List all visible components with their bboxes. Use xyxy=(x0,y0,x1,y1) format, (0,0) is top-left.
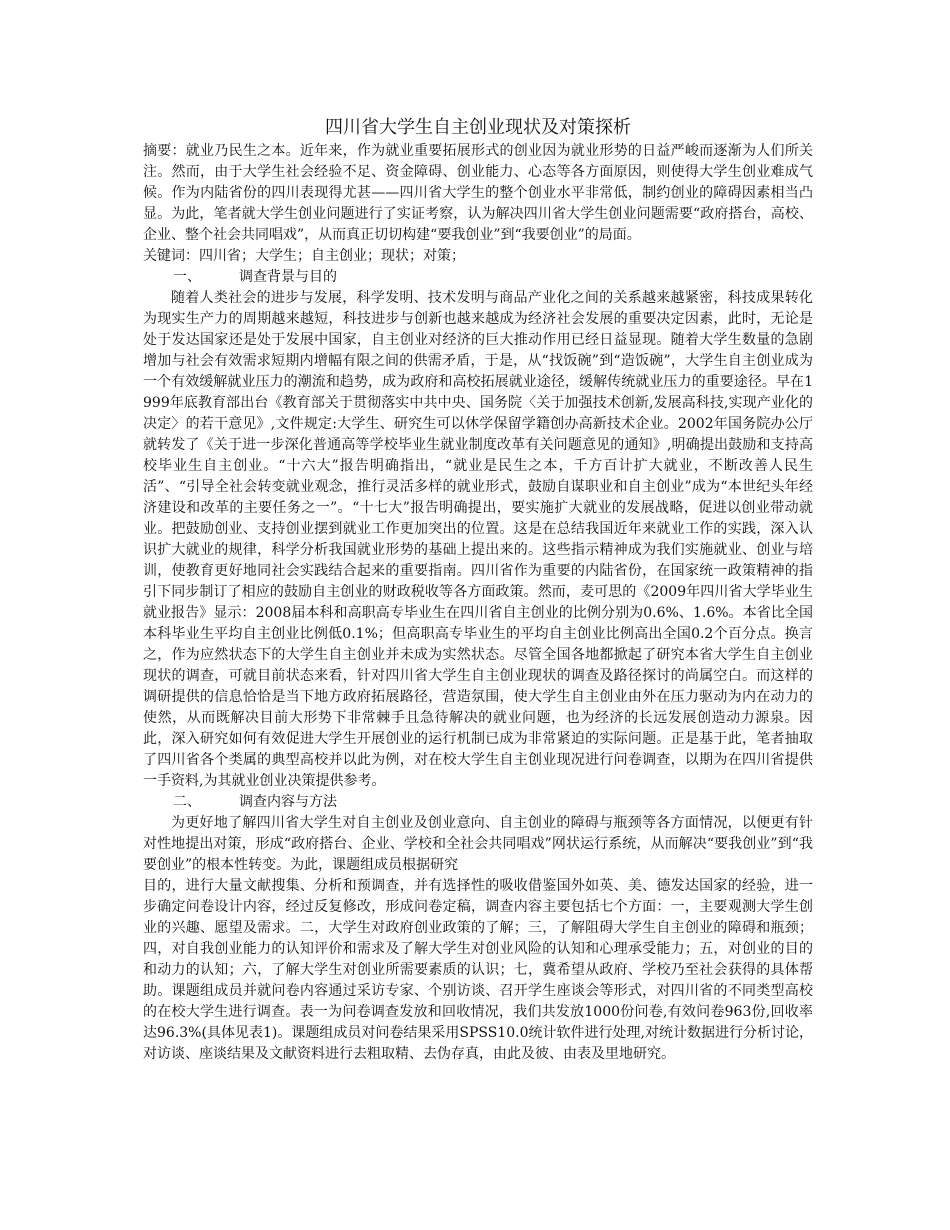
section-1-heading xyxy=(143,267,813,288)
section-2-paragraph-b: 目的，进行大量文献搜集、分析和预调查，并有选择性的吸收借鉴国外如英、美、德发达国家的经验，进一步确定问卷设计内容，经过反复修改，形成问卷定稿，调查内容主要包括七个方面：一，主要观测大学生创业的兴趣、愿望及需求。二，大学生对政府创业政策的了解；三，了解阻碍大学生自主创业的障碍和瓶颈；四，对自我创业能力的认知评价和需求及了解大学生对创业风险的认知和心理承受能力；五，对创业的目的和动力的认知；六，了解大学生对创业所需要素质的认识；七，冀希望从政府、学校乃至社会获得的具体帮助。课题组成员并就问卷内容通过采访专家、个别访谈、召开学生座谈会等形式，对四川省的不同类型高校的在校大学生进行调查。表一为问卷调查发放和回收情况，我们共发放1000份问卷,有效问卷963份,回收率达96.3%(具体见表1)。课题组成员对问卷结果采用SPSS10.0统计软件进行处理,对统计数据进行分析讨论，对访谈、座谈结果及文献资料进行去粗取精、去伪存真，由此及彼、由表及里地研究。 xyxy=(143,878,813,1062)
section-2-paragraph-a: 为更好地了解四川省大学生对自主创业及创业意向、自主创业的障碍与瓶颈等各方面情况，以便更有针对性地提出对策，形成“政府搭台、企业、学校和全社会共同唱戏”网状运行系统，从而解决“要我创业”到“我要创业”的根本性转变。为此，课题组成员根据研究 xyxy=(143,815,813,873)
abstract-paragraph: 摘要：就业乃民生之本。近年来，作为就业重要拓展形式的创业因为就业形势的日益严峻而逐渐为人们所关注。然而，由于大学生社会经验不足、资金障碍、创业能力、心态等各方面原因，则使得大学生创业难成气候。作为内陆省份的四川表现得尤甚——四川省大学生的整个创业水平非常低，制约创业的障碍因素相当凸显。为此，笔者就大学生创业问题进行了实证考察，认为解决四川省大学生创业问题需要“政府搭台，高校、企业、整个社会共同唱戏”，从而真正切切构建“要我创业”到“我要创业”的局面。 xyxy=(143,143,813,243)
section-1-paragraph: 随着人类社会的进步与发展，科学发明、技术发明与商品产业化之间的关系越来越紧密，科技成果转化为现实生产力的周期越来越短，科技进步与创新也越来越成为经济社会发展的重要决定因素，此时，无论是处于发达国家还是处于发展中国家，自主创业对经济的巨大推动作用已经日益显现。随着大学生数量的急剧增加与社会有效需求短期内增幅有限之间的供需矛盾，于是，从“找饭碗”到“造饭碗”，大学生自主创业成为一个有效缓解就业压力的潮流和趋势，成为政府和高校拓展就业途径，缓解传统就业压力的重要途径。早在1999年底教育部出台《教育部关于贯彻落实中共中央、国务院〈关于加强技术创新,发展高科技,实现产业化的决定〉的若干意见》,文件规定:大学生、研究生可以休学保留学籍创办高新技术企业。2002年国务院办公厅就转发了《关于进一步深化普通高等学校毕业生就业制度改革有关问题意见的通知》,明确提出鼓励和支持高校毕业生自主创业。“十六大”报告明确指出，“就业是民生之本，千方百计扩大就业，不断改善人民生活”、“引导全社会转变就业观念，推行灵活多样的就业形式，鼓励自谋职业和自主创业”成为“本世纪头年经济建设和改革的主要任务之一”。“十七大”报告明确提出，要实施扩大就业的发展战略，促进以创业带动就业。把鼓励创业、支持创业摆到就业工作更加突出的位置。这是在总结我国近年来就业工作的实践，深入认识扩大就业的规律，科学分析我国就业形势的基础上提出来的。这些指示精神成为我们实施就业、创业与培训，使教育更好地同社会实践结合起来的重要指南。四川省作为重要的内陆省份，在国家统一政策精神的指引下同步制订了相应的鼓励自主创业的财政税收等各方面政策。然而，麦可思的《2009年四川省大学毕业生就业报告》显示：2008届本科和高职高专毕业生在四川省自主创业的比例分别为0.6%、1.6%。本省比全国本科毕业生平均自主创业比例低0.1%；但高职高专毕业生的平均自主创业比例高出全国0.2个百分点。换言之，作为应然状态下的大学生自主创业并未成为实然状态。尽管全国各地都掀起了研究本省大学生自主创业现状的调查，可就目前状态来看，针对四川省大学生自主创业现状的调查及路径探讨的尚属空白。而这样的调研提供的信息恰恰是当下地方政府拓展路径，营造氛围，使大学生自主创业由外在压力驱动为内在动力的使然，从而既解决目前大形势下非常棘手且急待解决的就业问题，也为经济的长远发展创造动力源泉。因此，深入研究如何有效促进大学生开展创业的运行机制已成为非常紧迫的实际问题。正是基于此，笔者抽取了四川省各个类属的典型高校并以此为例，对在校大学生自主创业现况进行问卷调查，以期为在四川省提供一手资料,为其就业创业决策提供参考。 xyxy=(143,290,813,789)
section-1-number: 一、 xyxy=(173,269,201,285)
keywords-line: 关键词：四川省；大学生；自主创业；现状；对策； xyxy=(143,248,465,264)
section-1-title: 调查背景与目的 xyxy=(239,269,337,285)
section-2-number: 二、 xyxy=(173,794,201,810)
document-body xyxy=(143,117,813,1065)
section-2-title: 调查内容与方法 xyxy=(239,794,337,810)
section-2-heading xyxy=(143,792,813,813)
document-title: 四川省大学生自主创业现状及对策探析 xyxy=(325,117,631,138)
